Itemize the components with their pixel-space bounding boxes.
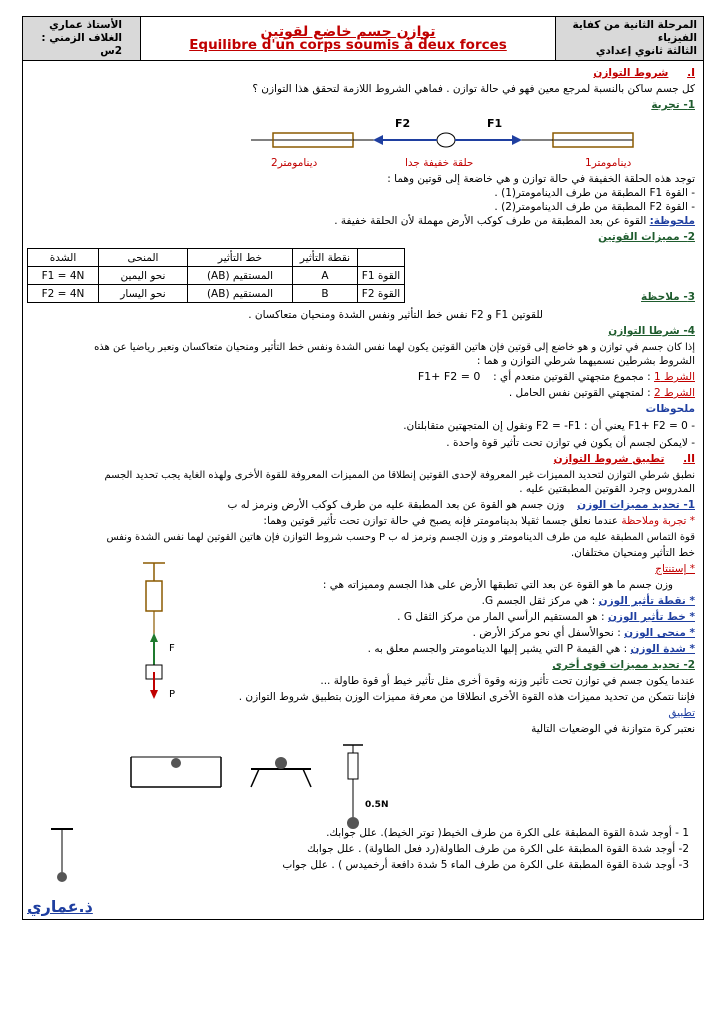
- characteristics-title: 2- مميزات القوتين: [598, 231, 695, 243]
- condition-2-text: : لمتجهتي القوتين نفس الحامل .: [508, 387, 651, 399]
- section-2-text-2: المدروس وجرد القوتين المطبقتين عليه .: [519, 483, 695, 495]
- other-forces-text-1: عندما يكون جسم في توازن تحت تأثير وزنه وقوة أخرى مثل تأثير خيط أو قوة طاولة ...: [320, 675, 695, 687]
- table-cell: المستقيم (AB): [188, 285, 293, 303]
- hanging-mass-figure: [131, 551, 191, 701]
- note-text: القوة عن بعد المطبقة من طرف كوكب الأرض مهملة لأن الحلقة خفيفة .: [334, 215, 647, 227]
- question-2: 2- أوجد شدة القوة المطبقة على الكرة من طرف الطاولة(رد فعل الطاولة) . علل جوابك: [307, 843, 689, 855]
- table-cell: القوة F1: [358, 267, 405, 285]
- label-dynamometer-1: دينامومتر1: [585, 157, 632, 169]
- table-cell: نحو اليمين: [99, 267, 188, 285]
- note-line: [334, 215, 695, 228]
- signature: ذ.عماري: [27, 897, 93, 916]
- characteristic-1-label: * نقطة تأثير الوزن: [598, 595, 695, 607]
- characteristic-4-label: * شدة الوزن: [630, 643, 695, 655]
- experiment-text: عندما نعلق جسما ثقيلا بدينامومتر فإنه يصبح في حالة توازن تحت تأثير قوتين وهما:: [263, 515, 618, 527]
- section-2-title: تطبيق شروط التوازن: [553, 453, 665, 465]
- section-1-heading: [593, 67, 695, 80]
- note-label: ملحوظة:: [649, 215, 695, 227]
- condition-1-text: : مجموع متجهتي القوتين منعدم أي :: [493, 371, 651, 383]
- experiment-title: 1- تجربة: [651, 99, 695, 111]
- section-1-intro: كل جسم ساكن بالنسبة لمرجع معين فهو في حالة توازن . فماهي الشروط اللازمة لتحقق هذا التوازن ؟: [252, 83, 695, 95]
- condition-2: [509, 387, 695, 400]
- weight-heading: [228, 499, 695, 512]
- conditions-text-1: إذا كان جسم في توازن و هو خاضع إلى قوتين فإن هاتين القوتين يكون لهما نفس الشدة ونفس خط التأثير ومنحيان متعاكسان ونعبر رياضيا عن هذه: [94, 342, 695, 353]
- label-ring: حلقة خفيفة جدا: [405, 157, 474, 169]
- condition-1-equation: F1+ F2 = 0: [417, 370, 481, 383]
- table-head-cell: الشدة: [28, 249, 99, 267]
- remark-text: للقوتين F1 و F2 نفس خط التأثير ونفس الشدة ومنحيان متعاكسان .: [248, 309, 543, 321]
- remark-title: 3- ملاحظة: [641, 291, 695, 303]
- condition-1-label: الشرط 1: [653, 371, 695, 383]
- other-forces-text-2: فإننا نتمكن من تحديد مميزات هذه القوة الأخرى انطلاقا من معرفة مميزات الوزن بتطبيق شروط التوازن .: [238, 691, 695, 703]
- characteristic-3: [473, 627, 695, 640]
- weight-text-2: خط التأثير ومنحيان مختلفان.: [570, 547, 695, 559]
- characteristic-1: [482, 595, 695, 608]
- application-figures: [23, 737, 705, 877]
- title-french: Equilibre d'un corps soumis à deux forces: [189, 36, 507, 53]
- exp-text-1: توجد هذه الحلقة الخفيفة في حالة توازن و هي خاضعة إلى قوتين وهما :: [387, 173, 695, 185]
- table-cell: F2 = 4N: [28, 285, 99, 303]
- note-2: - لايمكن لجسم أن يكون في توازن تحت تأثير قوة واحدة .: [446, 437, 695, 449]
- condition-2-label: الشرط 2: [653, 387, 695, 399]
- application-title: تطبيق: [668, 707, 695, 719]
- weight-experiment: [263, 515, 695, 528]
- header: [23, 17, 703, 61]
- grade: الثالثة ثانوي إعدادي: [595, 45, 697, 57]
- teacher-name: الأستاذ عماري: [49, 19, 122, 31]
- table-row: [28, 285, 405, 303]
- table-head-cell: [358, 249, 405, 267]
- table-head-cell: المنحى: [99, 249, 188, 267]
- conditions-title: 4- شرطا التوازن: [608, 325, 695, 337]
- section-1-number: I.: [687, 67, 695, 79]
- table-cell: A: [293, 267, 358, 285]
- header-title: [141, 17, 555, 60]
- forces-table: [27, 248, 405, 303]
- question-1: 1 - أوجد شدة القوة المطبقة على الكرة من طرف الخيط( توتر الخيط). علل جوابك.: [326, 827, 689, 839]
- table-head-cell: خط التأثير: [188, 249, 293, 267]
- exp-text-2: - القوة F1 المطبقة من طرف الدينامومتر(1) .: [494, 187, 695, 199]
- exp-text-3: - القوة F2 المطبقة من طرف الدينامومتر(2) .: [494, 201, 695, 213]
- characteristic-3-label: * منحى الوزن: [624, 627, 695, 639]
- section-2-number: II.: [683, 453, 695, 465]
- notes-title: ملحوظات: [645, 403, 695, 415]
- header-teacher: [23, 17, 141, 60]
- weight-title: 1- تحديد مميزات الوزن: [577, 499, 695, 511]
- experiment-label: * تجربة وملاحظة: [621, 515, 695, 527]
- time-allotted: الغلاف الزمني : 2س: [41, 32, 122, 57]
- label-force-p: P: [169, 689, 176, 700]
- worksheet-page: [22, 16, 704, 920]
- table-cell: B: [293, 285, 358, 303]
- table-cell: المستقيم (AB): [188, 267, 293, 285]
- conclusion-text: وزن جسم ما هو القوة عن بعد التي تطبقها الأرض على هذا الجسم ومميزاته هي :: [322, 579, 673, 591]
- characteristic-3-text: : نحوالأسفل أي نحو مركز الأرض .: [472, 627, 621, 639]
- table-head-cell: نقطة التأثير: [293, 249, 358, 267]
- section-1-title: شروط التوازن: [593, 67, 669, 79]
- characteristic-2: [397, 611, 695, 624]
- table-cell: نحو اليسار: [99, 285, 188, 303]
- section-2-heading: [554, 453, 695, 466]
- weight-definition: وزن جسم هو القوة عن بعد المطبقة عليه من طرف كوكب الأرض ونرمز له ب: [227, 499, 565, 511]
- characteristic-2-text: : هو المستقيم الرأسي المار من مركز الثقل G .: [397, 611, 605, 623]
- label-dynamometer-2: دينامومتر2: [271, 157, 318, 169]
- label-f1: F1: [487, 117, 503, 130]
- stage: المرحلة الثانية من كفاية الفيزياء: [572, 19, 697, 44]
- characteristic-4-text: : هي القيمة P التي يشير إليها الدينامومتر والجسم معلق به .: [367, 643, 628, 655]
- table-header-row: [28, 249, 405, 267]
- condition-1: [418, 370, 695, 384]
- header-level: [555, 17, 703, 60]
- label-f2: F2: [395, 117, 411, 130]
- label-force-f: F: [169, 643, 175, 654]
- application-intro: نعتبر كرة متوازنة في الوضعيات التالية: [531, 723, 695, 735]
- conclusion-label: * إستنتاج: [655, 563, 695, 575]
- table-cell: القوة F2: [358, 285, 405, 303]
- section-2-text-1: نطبق شرطي التوازن لتحديد المميزات غير المعروفة لإحدى القوتين إنطلاقا من المميزات المعروفة للقوة الأخرى ولهذه الغاية يجب تحديد الجسم: [104, 470, 695, 481]
- weight-text-1: قوة التماس المطبقة عليه من طرف الدينامومتر و وزن الجسم ونرمز له ب P وحسب شروط التوازن فإن هاتين القوتين لهما نفس الشدة ونفس: [106, 532, 695, 543]
- conditions-text-2: الشروط بشرطين نسميهما شرطي التوازن و هما :: [476, 355, 695, 367]
- characteristic-4: [368, 643, 695, 656]
- dynamometer-value: 0.5N: [365, 800, 389, 810]
- table-row: [28, 267, 405, 285]
- characteristic-1-text: : هي مركز ثقل الجسم G.: [481, 595, 596, 607]
- title-arabic: توازن جسم خاضع لقوتين: [260, 23, 436, 40]
- note-1: - F1+ F2 = 0 يعني أن : F2 = -F1 ونقول إن المتجهتين متقابلتان.: [403, 420, 695, 432]
- other-forces-title: 2- تحديد مميزات قوى أخرى: [552, 659, 695, 671]
- question-3: 3- أوجد شدة القوة المطبقة على الكرة من طرف الماء 5 شدة دافعة أرخميدس ) . علل جواب: [282, 859, 689, 871]
- characteristic-2-label: * خط تأثير الوزن: [607, 611, 695, 623]
- table-cell: F1 = 4N: [28, 267, 99, 285]
